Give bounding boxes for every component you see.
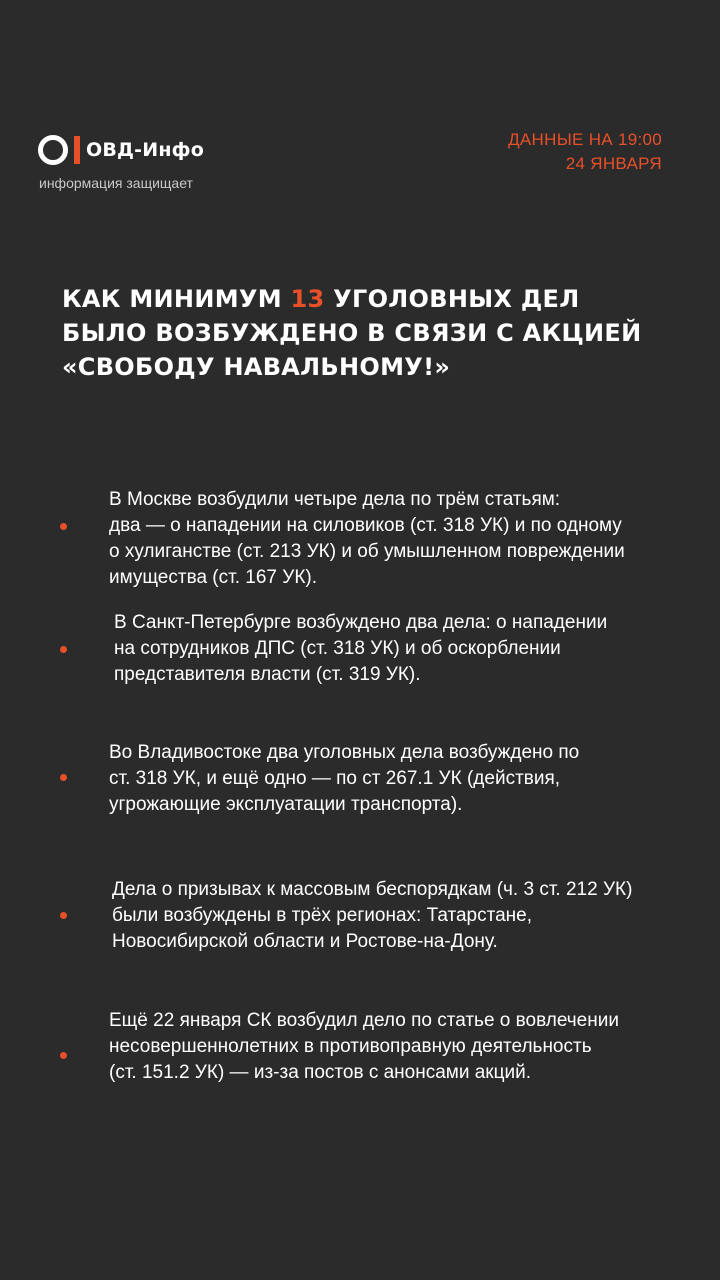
list-item-text: Во Владивостоке два уголовных дела возбуждено по ст. 318 УК, и ещё одно — по ст 267.1 УК (действия, угрожающие эксплуатации транспорта). bbox=[109, 742, 580, 815]
bullet-icon bbox=[60, 523, 67, 530]
headline bbox=[62, 282, 662, 384]
list-item-text: В Москве возбудили четыре дела по трём статьям: два — о нападении на силовиков (ст. 318 УК) и по одному о хулиганстве (ст. 213 УК) и об умышленном повреждении имущества (ст. 167 УК). bbox=[109, 489, 625, 588]
list-item-text: Дела о призывах к массовым беспорядкам (ч. 3 ст. 212 УК) были возбуждены в трёх регионах: Татарстане, Новосибирской области и Ростове-на-Дону. bbox=[112, 879, 633, 952]
bullet-icon bbox=[60, 1052, 67, 1059]
logo-bar-icon bbox=[74, 136, 80, 164]
tagline: информация защищает bbox=[39, 175, 193, 191]
date-line-time: ДАННЫЕ НА 19:00 bbox=[508, 130, 662, 149]
logo-ring-icon bbox=[38, 135, 68, 165]
list-item-text: Ещё 22 января СК возбудил дело по статье о вовлечении несовершеннолетних в противоправную деятельность (ст. 151.2 УК) — из-за постов с анонсами акций. bbox=[109, 1010, 619, 1083]
brand-logo bbox=[38, 133, 204, 167]
bullet-icon bbox=[60, 646, 67, 653]
headline-line-3: «СВОБОДУ НАВАЛЬНОМУ!» bbox=[62, 353, 451, 381]
list-item-text: В Санкт-Петербурге возбуждено два дела: о нападении на сотрудников ДПС (ст. 318 УК) и об оскорблении представителя власти (ст. 319 УК). bbox=[114, 612, 608, 685]
bullet-icon bbox=[60, 774, 67, 781]
logo-text: ОВД-Инфо bbox=[86, 139, 204, 161]
headline-line-2: БЫЛО ВОЗБУЖДЕНО В СВЯЗИ С АКЦИЕЙ bbox=[62, 319, 642, 347]
headline-rest: УГОЛОВНЫХ ДЕЛ bbox=[324, 285, 580, 313]
date-stamp bbox=[508, 128, 662, 176]
headline-line-1 bbox=[62, 282, 662, 316]
headline-prefix: КАК МИНИМУМ bbox=[62, 285, 291, 313]
headline-number: 13 bbox=[290, 285, 325, 313]
bullet-icon bbox=[60, 912, 67, 919]
date-line-day: 24 ЯНВАРЯ bbox=[565, 154, 662, 173]
